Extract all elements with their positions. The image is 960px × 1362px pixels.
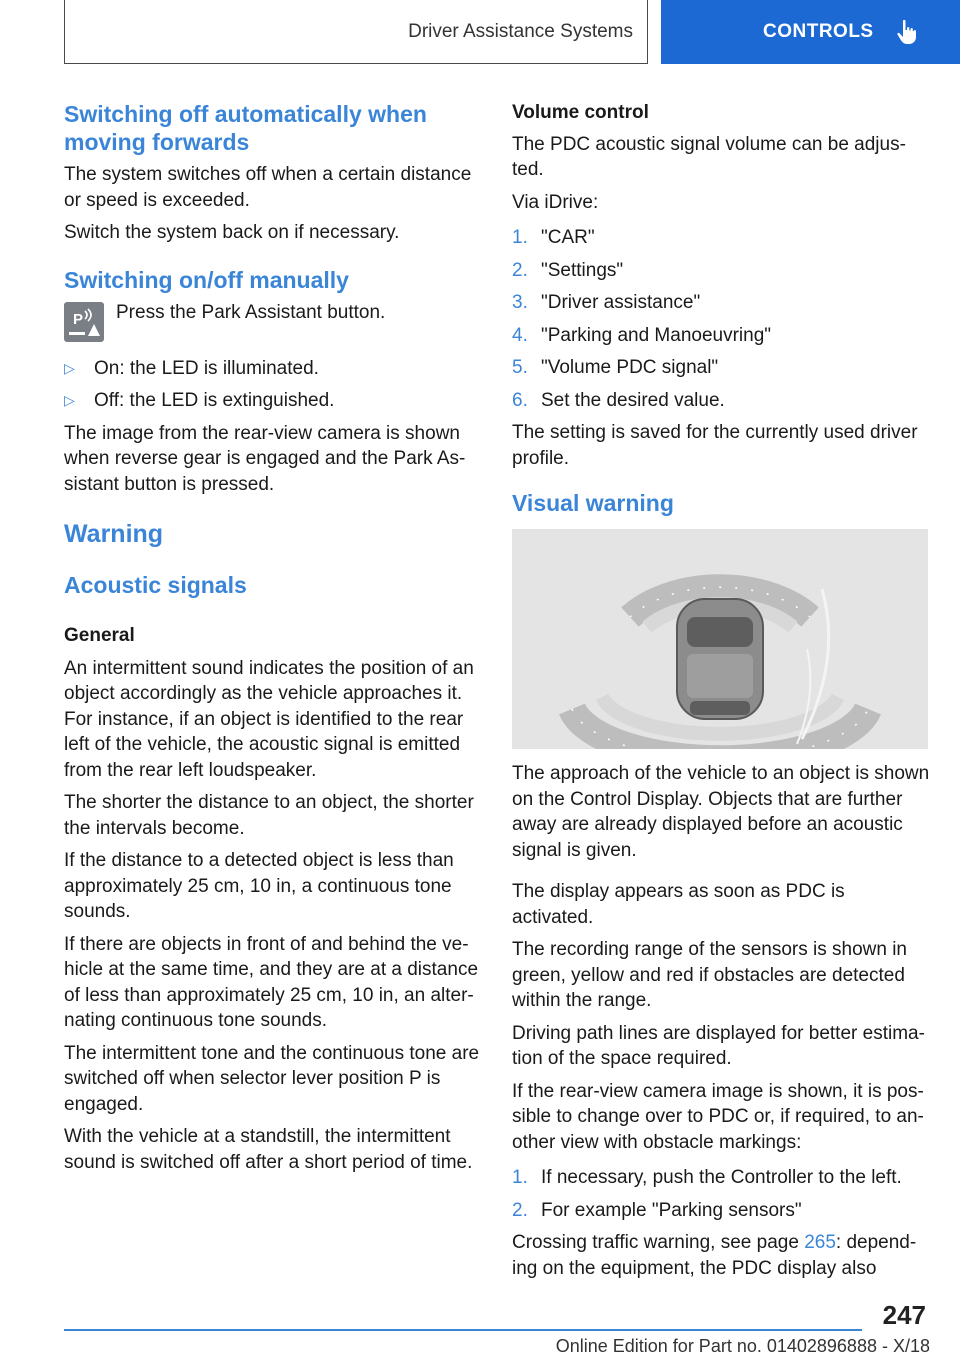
list-item: 2. "Settings" bbox=[512, 259, 624, 281]
paragraph: If the distance to a detected object is less than approximately 25 cm, 10 in, a continuous tone sounds. bbox=[64, 850, 454, 922]
paragraph: Via iDrive: bbox=[512, 191, 599, 213]
header-chapter-tab[interactable] bbox=[661, 0, 960, 64]
list-item: 6. Set the desired value. bbox=[512, 389, 725, 411]
paragraph: With the vehicle at a standstill, the intermittent sound is switched off after a short period of time. bbox=[64, 1126, 473, 1173]
paragraph: The setting is saved for the currently used driver profile. bbox=[512, 422, 918, 469]
led-state-list bbox=[64, 356, 482, 414]
paragraph: The recording range of the sensors is shown in green, yellow and red if obstacles are detected within the range. bbox=[512, 939, 907, 1011]
right-column bbox=[512, 100, 930, 1288]
paragraph: The intermittent tone and the continuous tone are switched off when selector lever position P is engaged. bbox=[64, 1042, 480, 1115]
list-item: 4. "Parking and Manoeuvring" bbox=[512, 324, 772, 346]
list-item: 3. "Driver assistance" bbox=[512, 292, 701, 313]
paragraph: The system switches off when a certain distance or speed is exceeded. bbox=[64, 164, 472, 211]
header-section-title bbox=[64, 0, 648, 64]
pdc-display-illustration bbox=[512, 529, 928, 749]
paragraph: If there are objects in front of and behind the ve‐hicle at the same time, and they are at a distance of less than approximately 25 cm, 10 in, an alter‐nating continuous tone sounds. bbox=[64, 933, 479, 1031]
heading-switch-manually: Switching on/off manually bbox=[64, 266, 349, 293]
paragraph: The PDC acoustic signal volume can be adjus‐ted. bbox=[512, 133, 906, 180]
heading-volume-control: Volume control bbox=[512, 102, 649, 123]
heading-warning: Warning bbox=[64, 520, 164, 548]
list-item: 1. If necessary, push the Controller to the left. bbox=[512, 1167, 902, 1188]
triangle-bullet-icon: ▷ bbox=[64, 392, 75, 408]
heading-general: General bbox=[64, 625, 135, 646]
section-title-text: Driver Assistance Systems bbox=[408, 20, 633, 42]
heading-switch-off-automatically: Switching off automatically when moving forwards bbox=[64, 101, 427, 155]
chapter-title-text: CONTROLS bbox=[763, 21, 874, 42]
paragraph: The shorter the distance to an object, the shorter the intervals become. bbox=[64, 792, 474, 839]
paragraph: The approach of the vehicle to an object is shown on the Control Display. Objects that are further away are already displayed before an acoustic signal is given. bbox=[512, 763, 930, 861]
pointing-hand-icon bbox=[896, 19, 918, 45]
page-reference-link[interactable]: 265 bbox=[804, 1232, 836, 1253]
volume-steps-list bbox=[512, 225, 930, 413]
left-column bbox=[64, 100, 482, 1182]
park-assistant-button-icon bbox=[64, 302, 104, 342]
footer-divider bbox=[64, 1329, 862, 1331]
list-item: 5. "Volume PDC signal" bbox=[512, 357, 719, 378]
list-item: ▷ Off: the LED is extinguished. bbox=[64, 388, 482, 414]
list-item: 1. "CAR" bbox=[512, 227, 595, 248]
pdc-view-steps-list bbox=[512, 1165, 930, 1223]
list-item: ▷ On: the LED is illuminated. bbox=[64, 356, 482, 382]
paragraph: Press the Park Assistant button. bbox=[116, 301, 386, 323]
svg-text:P: P bbox=[73, 310, 84, 328]
paragraph: The image from the rear-view camera is shown when reverse gear is engaged and the Park As‐sistant button is pressed. bbox=[64, 422, 466, 495]
heading-acoustic-signals: Acoustic signals bbox=[64, 572, 247, 598]
edition-text: Online Edition for Part no. 01402896888 - X/18 bbox=[555, 1336, 930, 1356]
paragraph: Switch the system back on if necessary. bbox=[64, 222, 400, 243]
paragraph: An intermittent sound indicates the position of an object accordingly as the vehicle approaches it. For instance, if an object is identified to the rear left of the vehicle, the acoustic signal is emitted from the rear left loudspeaker. bbox=[64, 657, 474, 781]
paragraph: Crossing traffic warning, see page 265: depend‐ing on the equipment, the PDC display also bbox=[512, 1232, 917, 1279]
paragraph: Driving path lines are displayed for better estima‐tion of the space required. bbox=[512, 1022, 925, 1069]
triangle-bullet-icon: ▷ bbox=[64, 359, 75, 376]
list-item: 2. For example "Parking sensors" bbox=[512, 1199, 802, 1221]
paragraph: If the rear-view camera image is shown, it is pos‐sible to change over to PDC or, if required, to an‐other view with obstacle markings: bbox=[512, 1080, 924, 1153]
heading-visual-warning: Visual warning bbox=[512, 490, 674, 516]
paragraph: The display appears as soon as PDC is activated. bbox=[512, 881, 845, 928]
page-number: 247 bbox=[882, 1300, 926, 1330]
